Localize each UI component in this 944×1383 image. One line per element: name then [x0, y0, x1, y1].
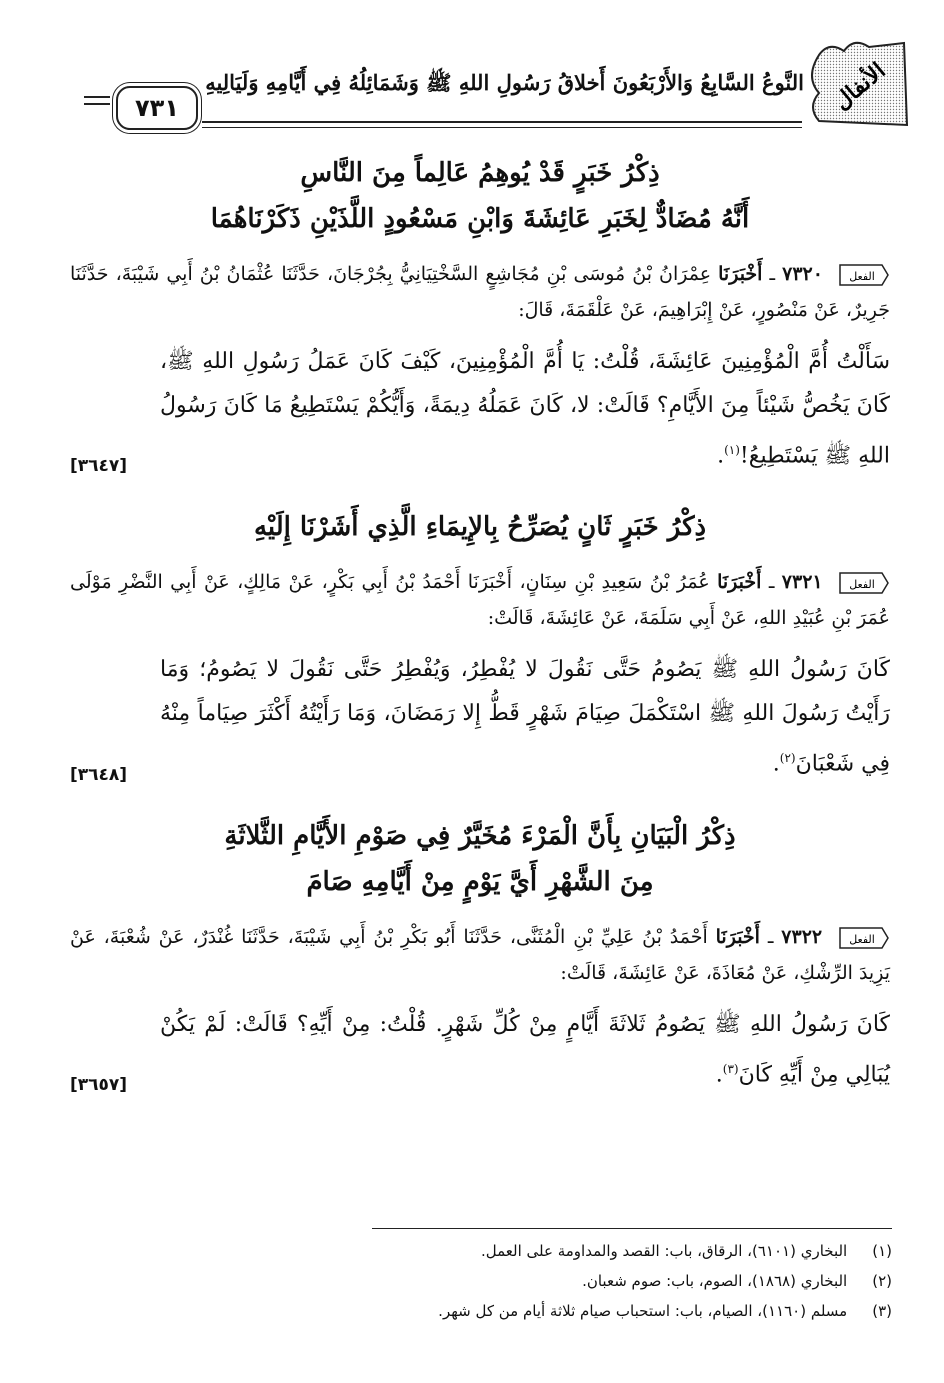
footnote-item	[72, 1236, 892, 1266]
isnad-paragraph: الفعل ٧٣٢٢ ـ أَخْبَرَنَا أَحْمَدُ بْنُ عَلِيِّ بْنِ الْمُثَنَّى، حَدَّثَنَا أَبُو بَكْرِ بْنُ أَبِي شَيْبَةَ، حَدَّثَنَا غُنْدَرٌ، عَنْ شُعْبَةَ، عَنْ يَزِيدَ الرِّشْكِ، عَنْ مُعَاذَةَ، عَنْ عَائِشَةَ، قَالَتْ:	[70, 925, 890, 984]
chapter-tag-icon	[836, 925, 890, 951]
section-heading	[70, 504, 890, 550]
isnad-paragraph: الفعل ٧٣٢١ ـ أَخْبَرَنَا عُمَرُ بْنُ سَعِيدِ بْنِ سِنَانٍ، أَخْبَرَنَا أَحْمَدُ بْنُ أَبِي بَكْرٍ، عَنْ مَالِكٍ، عَنْ أَبِي النَّضْرِ مَوْلَى عُمَرَ بْنِ عُبَيْدِ اللهِ، عَنْ أَبِي سَلَمَةَ، عَنْ عَائِشَةَ، قَالَتْ:	[70, 571, 890, 630]
hadith-reference: [٣٦٤٧]	[70, 456, 128, 477]
footnote-divider	[372, 1228, 892, 1229]
footnote-marker: (٢)	[779, 751, 796, 766]
akhbarana-label: أَخْبَرَنَا	[717, 571, 762, 594]
page-number: ٧٣١	[116, 86, 198, 130]
heading-line: أَنَّهُ مُضَادٌّ لِخَبَرِ عَائِشَةَ وَابْنِ مَسْعُودٍ اللَّذَيْنِ ذَكَرْنَاهُمَا	[210, 204, 750, 234]
hadith-reference: [٣٦٤٨]	[70, 764, 128, 785]
heading-line: مِنَ الشَّهْرِ أَيَّ يَوْمٍ مِنْ أَيَّامِهِ صَامَ	[306, 866, 654, 897]
chapter-badge-icon	[799, 33, 914, 133]
heading-line: ذِكْرُ خَبَرٍ قَدْ يُوهِمُ عَالِماً مِنَ النَّاسِ	[300, 158, 660, 188]
akhbarana-label: أَخْبَرَنَا	[715, 925, 760, 948]
header-rule-thin	[202, 127, 802, 128]
section-7321	[70, 504, 890, 786]
hadith-number: ٧٣٢٠	[782, 263, 823, 285]
hadith-number: ٧٣٢١	[781, 571, 823, 594]
heading-line: ذِكْرُ خَبَرٍ ثَانٍ يُصَرِّحُ بِالإِيمَاءِ الَّذِي أَشَرْنَا إِلَيْهِ	[253, 512, 707, 543]
footnote-text: مسلم (١١٦٠)، الصيام، باب: استحباب صيام ثلاثة أيام من كل شهر.	[438, 1302, 848, 1320]
chapter-tag-label: الفعل	[849, 578, 875, 592]
isnad-text: أَحْمَدُ بْنُ عَلِيِّ بْنِ الْمُثَنَّى، حَدَّثَنَا أَبُو بَكْرِ بْنُ أَبِي شَيْبَةَ، حَدَّثَنَا غُنْدَرٌ، عَنْ شُعْبَةَ، عَنْ يَزِيدَ الرِّشْكِ، عَنْ مُعَاذَةَ، عَنْ عَائِشَةَ، قَالَتْ:	[70, 925, 890, 984]
section-heading	[70, 150, 890, 242]
footnote-marker: (١)	[724, 443, 740, 457]
matn-block	[70, 648, 890, 786]
footnotes	[72, 1236, 892, 1326]
hadith-reference: [٣٦٥٧]	[70, 1074, 128, 1095]
section-7320	[70, 150, 890, 478]
matn-paragraph: كَانَ رَسُولُ اللهِ ﷺ يَصُومُ ثَلاثَةَ أَيَّامٍ مِنْ كُلِّ شَهْرٍ. قُلْتُ: مِنْ أَيِّهِ؟ قَالَتْ: لَمْ يَكُنْ يُبَالِي مِنْ أَيِّهِ كَانَ$^{(٣)}$.	[160, 1011, 890, 1087]
matn-paragraph: كَانَ رَسُولُ اللهِ ﷺ يَصُومُ حَتَّى نَقُولَ لا يُفْطِرُ، وَيُفْطِرُ حَتَّى نَقُولَ لا يَصُومُ؛ وَمَا رَأَيْتُ رَسُولَ اللهِ ﷺ اسْتَكْمَلَ صِيَامَ شَهْرٍ قَطُّ إِلا رَمَضَانَ، وَمَا رَأَيْتُهُ أَكْثَرَ صِيَاماً مِنْهُ فِي شَعْبَانَ$^{(٢)}$.	[160, 657, 891, 777]
isnad-text: عِمْرَانُ بْنُ مُوسَى بْنِ مُجَاشِعٍ السَّخْتِيَانِيُّ بِجُرْجَانَ، حَدَّثَنَا عُثْمَانُ بْنُ أَبِي شَيْبَةَ، حَدَّثَنَا جَرِيرٌ، عَنْ مَنْصُورٍ، عَنْ إِبْرَاهِيمَ، عَنْ عَلْقَمَةَ، قَالَ:	[70, 263, 890, 321]
footnote-text: البخاري (١٨٦٨)، الصوم، باب: صوم شعبان.	[582, 1272, 848, 1290]
decor-bars	[84, 96, 110, 110]
footnote-item	[72, 1296, 892, 1326]
isnad-paragraph: الفعل ٧٣٢٠ ـ أَخْبَرَنَا عِمْرَانُ بْنُ مُوسَى بْنِ مُجَاشِعٍ السَّخْتِيَانِيُّ بِجُرْجَانَ، حَدَّثَنَا عُثْمَانُ بْنُ أَبِي شَيْبَةَ، حَدَّثَنَا جَرِيرٌ، عَنْ مَنْصُورٍ، عَنْ إِبْرَاهِيمَ، عَنْ عَلْقَمَةَ، قَالَ:	[70, 263, 890, 321]
isnad-text: عُمَرُ بْنُ سَعِيدِ بْنِ سِنَانٍ، أَخْبَرَنَا أَحْمَدُ بْنُ أَبِي بَكْرٍ، عَنْ مَالِكٍ، عَنْ أَبِي النَّضْرِ مَوْلَى عُمَرَ بْنِ عُبَيْدِ اللهِ، عَنْ أَبِي سَلَمَةَ، عَنْ عَائِشَةَ، قَالَتْ:	[70, 571, 890, 630]
matn-text: سَأَلْتُ أُمَّ الْمُؤْمِنِينَ عَائِشَةَ، قُلْتُ: يَا أُمَّ الْمُؤْمِنِينَ، كَيْفَ كَانَ عَمَلُ رَسُولِ اللهِ ﷺ، كَانَ يَخُصُّ شَيْئاً مِنَ الأَيَّامِ؟ قَالَتْ: لا، كَانَ عَمَلُهُ دِيمَةً، وَأَيُّكُمْ يَسْتَطِيعُ مَا كَانَ رَسُولُ اللهِ ﷺ يَسْتَطِيعُ!	[160, 349, 890, 469]
footnote-marker: (٣)	[722, 1061, 739, 1076]
chapter-tag-label: الفعل	[849, 270, 875, 283]
heading-line: ذِكْرُ الْبَيَانِ بِأَنَّ الْمَرْءَ مُخَيَّرٌ فِي صَوْمِ الأَيَّامِ الثَّلاثَةِ	[224, 820, 736, 851]
matn-text: كَانَ رَسُولُ اللهِ ﷺ يَصُومُ ثَلاثَةَ أَيَّامٍ مِنْ كُلِّ شَهْرٍ. قُلْتُ: مِنْ أَيِّهِ؟ قَالَتْ: لَمْ يَكُنْ يُبَالِي مِنْ أَيِّهِ كَانَ	[160, 1011, 890, 1087]
page-body	[70, 150, 890, 1123]
chapter-tag-label: الفعل	[849, 932, 875, 946]
hadith-number: ٧٣٢٢	[781, 925, 823, 948]
badge-label: الأنفال	[828, 57, 891, 116]
matn-block	[70, 340, 890, 478]
matn-paragraph: سَأَلْتُ أُمَّ الْمُؤْمِنِينَ عَائِشَةَ، قُلْتُ: يَا أُمَّ الْمُؤْمِنِينَ، كَيْفَ كَانَ عَمَلُ رَسُولِ اللهِ ﷺ، كَانَ يَخُصُّ شَيْئاً مِنَ الأَيَّامِ؟ قَالَتْ: لا، كَانَ عَمَلُهُ دِيمَةً، وَأَيُّكُمْ يَسْتَطِيعُ مَا كَانَ رَسُولُ اللهِ ﷺ يَسْتَطِيعُ!$^{(١)}$.	[160, 349, 890, 469]
chapter-tag-icon	[836, 262, 890, 288]
footnote-item	[72, 1266, 892, 1296]
running-title: النَّوعُ السَّابِعُ وَالأَرْبَعُونَ أَخلاقُ رَسُولِ اللهِ ﷺ وَشَمَائِلُهُ فِي أَيَّامِهِ وَلَيَالِيهِ	[205, 70, 804, 95]
matn-block	[70, 1003, 890, 1097]
footnote-number: (٣)	[872, 1302, 892, 1320]
matn-text: كَانَ رَسُولُ اللهِ ﷺ يَصُومُ حَتَّى نَقُولَ لا يُفْطِرُ، وَيُفْطِرُ حَتَّى نَقُولَ لا يَصُومُ؛ وَمَا رَأَيْتُ رَسُولَ اللهِ ﷺ اسْتَكْمَلَ صِيَامَ شَهْرٍ قَطُّ إِلا رَمَضَانَ، وَمَا رَأَيْتُهُ أَكْثَرَ صِيَاماً مِنْهُ فِي شَعْبَانَ	[160, 657, 891, 777]
akhbarana-label: أَخْبَرَنَا	[718, 263, 763, 285]
header-rule	[202, 121, 802, 123]
footnote-text: البخاري (٦١٠١)، الرقاق، باب: القصد والمداومة على العمل.	[480, 1242, 848, 1260]
page-header	[84, 28, 914, 133]
footnote-number: (١)	[872, 1242, 892, 1260]
footnote-number: (٢)	[872, 1272, 892, 1290]
section-7322	[70, 813, 890, 1097]
chapter-tag-icon	[836, 570, 890, 596]
section-heading	[70, 813, 890, 905]
